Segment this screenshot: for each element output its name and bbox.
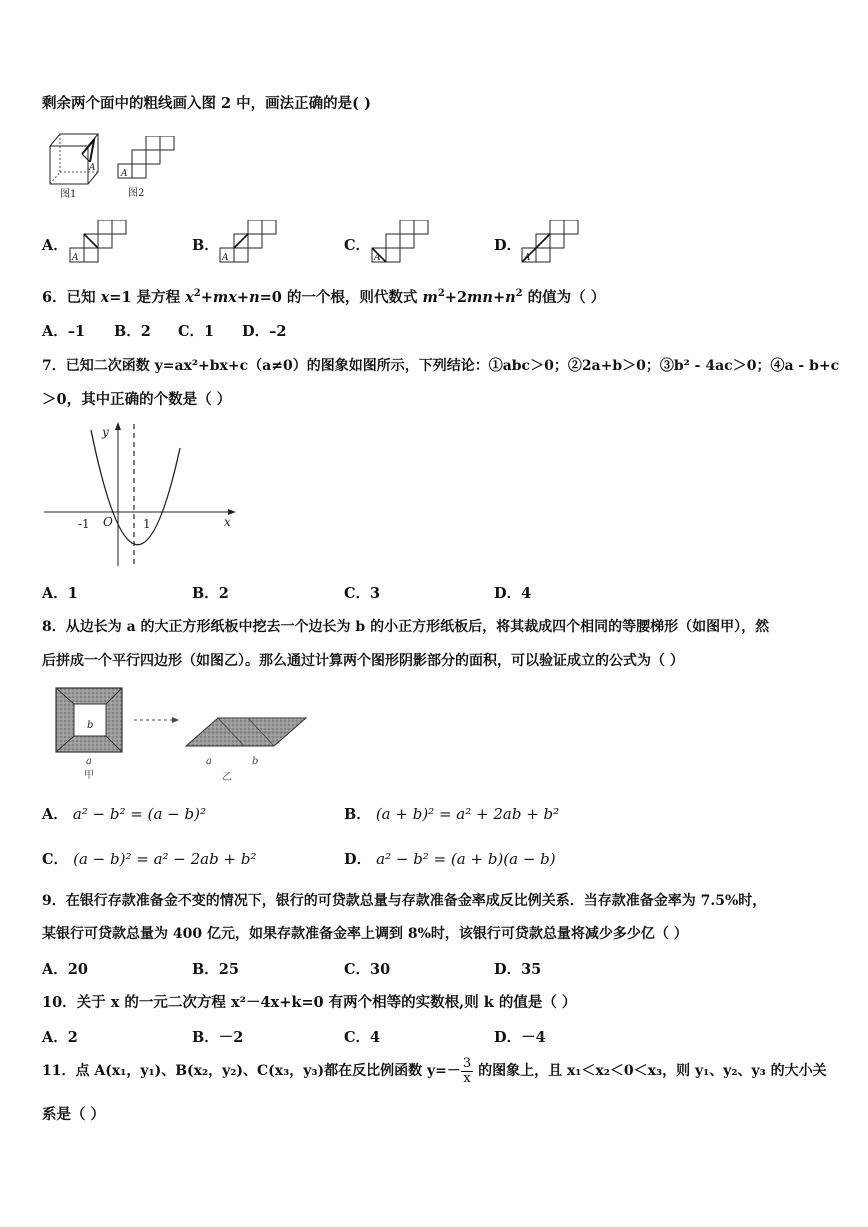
q6-option-b: B．2 [114,323,151,340]
q7-option-c: C．3 [344,585,381,602]
q11-stem-line1: 11．点 A(x₁，y₁)、B(x₂，y₂)、C(x₃，y₃)都在反比例函数 y=－ $\frac{3}{x}$ 的图象上，且 x₁＜x₂＜0＜x₃，则 y₁、y₂、y₃ 的大小关 [42,1055,827,1086]
q5-fig2-label-a: A [121,169,128,179]
q5-option-a-net [68,220,128,266]
q5-option-c-net [370,220,430,266]
q7-y-axis-label: y [102,425,109,439]
q5-option-d-net [520,220,580,266]
q8-stem-line2: 后拼成一个平行四边形（如图乙）。那么通过计算两个图形阴影部分的面积，可以验证成立的公式为（ ） [42,653,684,669]
q8-fig-jia-caption: 甲 [84,770,94,781]
q6-option-a: A．–1 [42,323,86,340]
q7-parabola-graph [44,420,240,570]
q8-stem-line1: 8．从边长为 a 的大正方形纸板中挖去一个边长为 b 的小正方形纸板后，将其裁成四个相同的等腰梯形（如图甲），然 [42,619,770,635]
q5-option-b-net [218,220,278,266]
q6-stem: 6．已知 x=1 是方程 $x^2+mx+n=0$ 的一个根，则代数式 $m^2+2mn+n^2$ 的值为（ ） [42,288,606,306]
q8-figures [52,684,314,784]
q6-option-d: D．–2 [242,323,287,340]
q9-option-c: C．30 [344,961,391,978]
q8-option-a: A． a² − b² = (a − b)² [42,805,206,823]
q5-cube-figure [44,128,106,200]
q8-fig-jia-b: b [87,720,94,731]
q8-fig-jia-a: a [86,756,92,767]
q8-fig-yi-b: b [252,756,259,767]
q9-stem-line1: 9．在银行存款准备金不变的情况下，银行的可贷款总量与存款准备金率成反比例关系．当存款准备金率为 7.5%时， [42,893,767,909]
q7-option-d: D．4 [494,585,532,602]
q7-tick-neg1: -1 [78,517,90,531]
q6-option-c: C．1 [178,323,215,340]
q5-option-d-label: A [524,253,531,263]
q8-option-d: D． a² − b² = (a + b)(a − b) [344,850,556,868]
q5-option-a-label: A [72,253,79,263]
q5-stem: 剩余两个面中的粗线画入图 2 中，画法正确的是( ) [42,95,371,112]
q7-origin-label: O [103,515,113,529]
q7-option-b: B．2 [192,585,229,602]
q10-option-b: B．－2 [192,1029,244,1046]
q5-net-figure [116,136,180,200]
q7-stem-line2: ＞0，其中正确的个数是（ ） [42,391,232,408]
q11-stem-line2: 系是（ ） [42,1106,106,1123]
q7-tick-1: 1 [143,517,151,531]
q9-stem-line2: 某银行可贷款总量为 400 亿元，如果存款准备金率上调到 8%时，该银行可贷款总量将减少多少亿（ ） [42,926,688,942]
q5-fig1-label-a: A [89,163,96,173]
q7-x-axis-label: x [224,515,231,529]
q5-option-b: B． [192,237,219,254]
q9-option-a: A．20 [42,961,88,978]
q11-fraction: $\frac{3}{x}$ [462,1055,472,1086]
q10-option-a: A．2 [42,1029,78,1046]
q8-fig-yi-caption: 乙 [222,772,232,783]
q8-fig-yi-a: a [206,756,212,767]
q8-option-c: C． (a − b)² = a² − 2ab + b² [42,850,257,868]
q9-option-d: D．35 [494,961,542,978]
q5-fig1-caption: 图1 [60,189,77,200]
q10-option-d: D．－4 [494,1029,546,1046]
q7-option-a: A．1 [42,585,78,602]
q5-fig2-caption: 图2 [128,188,145,199]
q7-stem-line1: 7．已知二次函数 y=ax²+bx+c（a≠0）的图象如图所示，下列结论：①abc＞0；②2a+b＞0；③b² - 4ac＞0；④a - b+c [42,358,840,374]
q10-option-c: C．4 [344,1029,381,1046]
q9-option-b: B．25 [192,961,239,978]
q5-option-c: C． [344,237,371,254]
q5-option-c-label: A [374,253,381,263]
q5-option-b-label: A [222,253,229,263]
q8-option-b: B． (a + b)² = a² + 2ab + b² [344,805,560,823]
q5-option-d: D． [494,237,522,254]
q10-stem: 10．关于 x 的一元二次方程 x²－4x+k=0 有两个相等的实数根,则 k 的值是（ ） [42,994,577,1011]
q5-option-a: A． [42,237,68,254]
